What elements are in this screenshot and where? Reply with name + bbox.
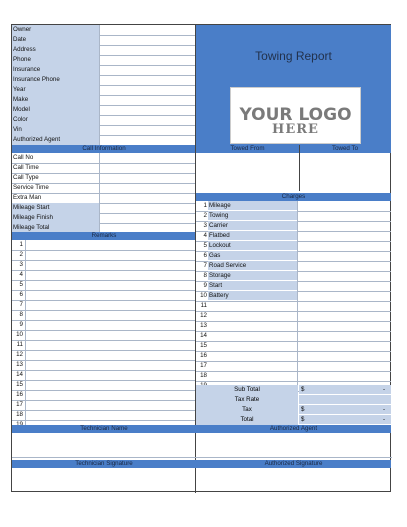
summary-value[interactable] xyxy=(299,395,391,405)
remarks-row-number: 4 xyxy=(19,271,23,278)
charge-amount-input[interactable] xyxy=(298,351,391,361)
summary-dash: - xyxy=(382,406,385,413)
charge-amount-input[interactable] xyxy=(298,331,391,341)
authorized-agent-header: Authorized Agent xyxy=(196,425,391,433)
summary-dash: - xyxy=(382,386,385,393)
field-input[interactable] xyxy=(99,35,196,45)
field-label: Address xyxy=(12,45,100,55)
towed-divider xyxy=(299,145,300,191)
row-divider xyxy=(25,320,26,330)
technician-signature-header: Technician Signature xyxy=(12,460,196,468)
field-label: Year xyxy=(12,85,100,95)
row-divider xyxy=(25,280,26,290)
field-label: Owner xyxy=(12,25,100,35)
page-title: Towing Report xyxy=(255,49,332,63)
remarks-row-number: 5 xyxy=(19,281,23,288)
logo-line2: HERE xyxy=(272,122,319,137)
row-divider xyxy=(25,350,26,360)
charge-row-number: 4 xyxy=(203,232,207,239)
field-input[interactable] xyxy=(99,95,196,105)
field-input[interactable] xyxy=(99,125,196,135)
call-field-label: Mileage Finish xyxy=(12,213,100,223)
charge-row-number: 9 xyxy=(203,282,207,289)
field-label: Authorized Agent xyxy=(12,135,100,145)
field-input[interactable] xyxy=(99,115,196,125)
remarks-row-number: 12 xyxy=(16,351,23,358)
remarks-row-number: 10 xyxy=(16,331,23,338)
summary-dash: - xyxy=(382,416,385,423)
charge-row-number: 14 xyxy=(200,332,207,339)
remarks-row-number: 6 xyxy=(19,291,23,298)
charge-row-number: 1 xyxy=(203,202,207,209)
charge-row-number: 18 xyxy=(200,372,207,379)
charge-item-label: Start xyxy=(208,281,298,290)
field-label: Color xyxy=(12,115,100,125)
field-input[interactable] xyxy=(99,105,196,115)
charge-amount-input[interactable] xyxy=(298,291,391,301)
call-field-input[interactable] xyxy=(99,213,196,223)
call-field-label: Call No xyxy=(13,154,34,161)
charge-item-label: Road Service xyxy=(208,261,298,270)
row-divider xyxy=(25,340,26,350)
summary-value[interactable] xyxy=(299,415,391,425)
charge-item-label: Lockout xyxy=(208,241,298,250)
remarks-row-number: 17 xyxy=(16,401,23,408)
charge-row-number: 2 xyxy=(203,212,207,219)
charge-item-blank[interactable] xyxy=(208,361,297,370)
charge-item-blank[interactable] xyxy=(208,351,297,360)
charge-row-number: 10 xyxy=(200,292,207,299)
charge-amount-input[interactable] xyxy=(298,241,391,251)
charge-item-blank[interactable] xyxy=(208,301,297,310)
technician-name-header: Technician Name xyxy=(12,425,196,433)
remarks-row-number: 16 xyxy=(16,391,23,398)
field-input[interactable] xyxy=(99,135,196,145)
remarks-row-number: 15 xyxy=(16,381,23,388)
charge-item-blank[interactable] xyxy=(208,341,297,350)
call-field-label: Service Time xyxy=(13,184,49,191)
charge-amount-input[interactable] xyxy=(298,361,391,371)
towed-to-header: Towed To xyxy=(299,145,391,153)
remarks-row-number: 14 xyxy=(16,371,23,378)
field-input[interactable] xyxy=(99,75,196,85)
summary-currency: $ xyxy=(301,416,305,423)
row-divider xyxy=(25,300,26,310)
summary-spacer xyxy=(12,385,196,425)
field-input[interactable] xyxy=(99,55,196,65)
center-divider xyxy=(195,25,196,493)
field-input[interactable] xyxy=(99,25,196,35)
charge-item-blank[interactable] xyxy=(208,371,297,380)
summary-label: Total xyxy=(196,415,298,426)
charge-row-number: 15 xyxy=(200,342,207,349)
field-label: Date xyxy=(12,35,100,45)
call-field-input[interactable] xyxy=(99,193,196,203)
logo-line1: YOUR LOGO xyxy=(239,105,352,125)
charge-item-blank[interactable] xyxy=(208,331,297,340)
charge-item-label: Storage xyxy=(208,271,298,280)
remarks-row-number: 8 xyxy=(19,311,23,318)
row-divider xyxy=(25,310,26,320)
charge-amount-input[interactable] xyxy=(298,261,391,271)
charge-item-label: Gas xyxy=(208,251,298,260)
remarks-row-number: 3 xyxy=(19,261,23,268)
charge-amount-input[interactable] xyxy=(298,201,391,211)
charge-row-number: 16 xyxy=(200,352,207,359)
row-divider xyxy=(25,330,26,340)
field-label: Insurance Phone xyxy=(12,75,100,85)
charge-item-label: Flatbed xyxy=(208,231,298,240)
field-input[interactable] xyxy=(99,65,196,75)
call-field-label: Call Time xyxy=(13,164,39,171)
field-label: Make xyxy=(12,95,100,105)
remarks-row-number: 11 xyxy=(16,341,23,348)
row-divider xyxy=(25,370,26,380)
summary-label: Tax Rate xyxy=(196,395,298,406)
field-input[interactable] xyxy=(99,85,196,95)
charge-amount-input[interactable] xyxy=(298,281,391,291)
charge-amount-input[interactable] xyxy=(298,301,391,311)
call-field-input[interactable] xyxy=(99,203,196,213)
call-field-label: Mileage Start xyxy=(12,203,100,213)
summary-label: Sub Total xyxy=(196,385,298,396)
call-field-input[interactable] xyxy=(99,163,196,173)
row-divider xyxy=(25,270,26,280)
towing-report-form xyxy=(11,24,391,492)
call-field-input[interactable] xyxy=(99,173,196,183)
call-field-label: Extra Man xyxy=(13,194,42,201)
charge-item-label: Battery xyxy=(208,291,298,300)
charge-amount-input[interactable] xyxy=(298,321,391,331)
charge-row-number: 5 xyxy=(203,242,207,249)
charge-item-label: Carrier xyxy=(208,221,298,230)
authorized-signature-header: Authorized Signature xyxy=(196,460,391,468)
call-field-label: Mileage Total xyxy=(12,223,100,233)
field-label: Insurance xyxy=(12,65,100,75)
charge-amount-input[interactable] xyxy=(298,311,391,321)
remarks-row-number: 13 xyxy=(16,361,23,368)
charge-item-blank[interactable] xyxy=(208,311,297,320)
summary-currency: $ xyxy=(301,406,305,413)
row-divider xyxy=(25,360,26,370)
summary-currency: $ xyxy=(301,386,305,393)
charge-row-number: 11 xyxy=(200,302,207,309)
field-input[interactable] xyxy=(99,45,196,55)
charge-item-label: Mileage xyxy=(208,201,298,210)
call-field-label: Call Type xyxy=(13,174,39,181)
charge-row-number: 13 xyxy=(200,322,207,329)
charge-row-number: 8 xyxy=(203,272,207,279)
remarks-row-number: 9 xyxy=(19,321,23,328)
remarks-row-number: 18 xyxy=(16,411,23,418)
charge-item-label: Towing xyxy=(208,211,298,220)
row-divider xyxy=(25,250,26,260)
charge-amount-input[interactable] xyxy=(298,221,391,231)
row-divider xyxy=(25,240,26,250)
logo-placeholder xyxy=(230,87,361,144)
remarks-header: Remarks xyxy=(12,232,196,240)
field-label: Phone xyxy=(12,55,100,65)
field-label: Vin xyxy=(12,125,100,135)
remarks-row-number: 7 xyxy=(19,301,23,308)
call-field-input[interactable] xyxy=(99,183,196,193)
charge-amount-input[interactable] xyxy=(298,211,391,221)
charge-row-number: 7 xyxy=(203,262,207,269)
call-information-header: Call Information xyxy=(12,145,196,153)
charge-amount-input[interactable] xyxy=(298,271,391,281)
summary-label: Tax xyxy=(196,405,298,416)
charge-amount-input[interactable] xyxy=(298,371,391,381)
charge-amount-input[interactable] xyxy=(298,231,391,241)
charge-row-number: 6 xyxy=(203,252,207,259)
charge-item-blank[interactable] xyxy=(208,321,297,330)
towed-from-header: Towed From xyxy=(196,145,299,153)
divider-line xyxy=(12,457,392,458)
charges-header: Charges xyxy=(196,193,391,201)
call-field-input[interactable] xyxy=(99,153,196,163)
charge-amount-input[interactable] xyxy=(298,251,391,261)
remarks-row-number: 1 xyxy=(19,241,23,248)
field-label: Model xyxy=(12,105,100,115)
summary-value[interactable] xyxy=(299,385,391,395)
charge-row-number: 17 xyxy=(200,362,207,369)
charge-amount-input[interactable] xyxy=(298,341,391,351)
row-divider xyxy=(25,260,26,270)
remarks-row-number: 2 xyxy=(19,251,23,258)
summary-value[interactable] xyxy=(299,405,391,415)
charge-row-number: 12 xyxy=(200,312,207,319)
charge-row-number: 3 xyxy=(203,222,207,229)
row-divider xyxy=(25,290,26,300)
